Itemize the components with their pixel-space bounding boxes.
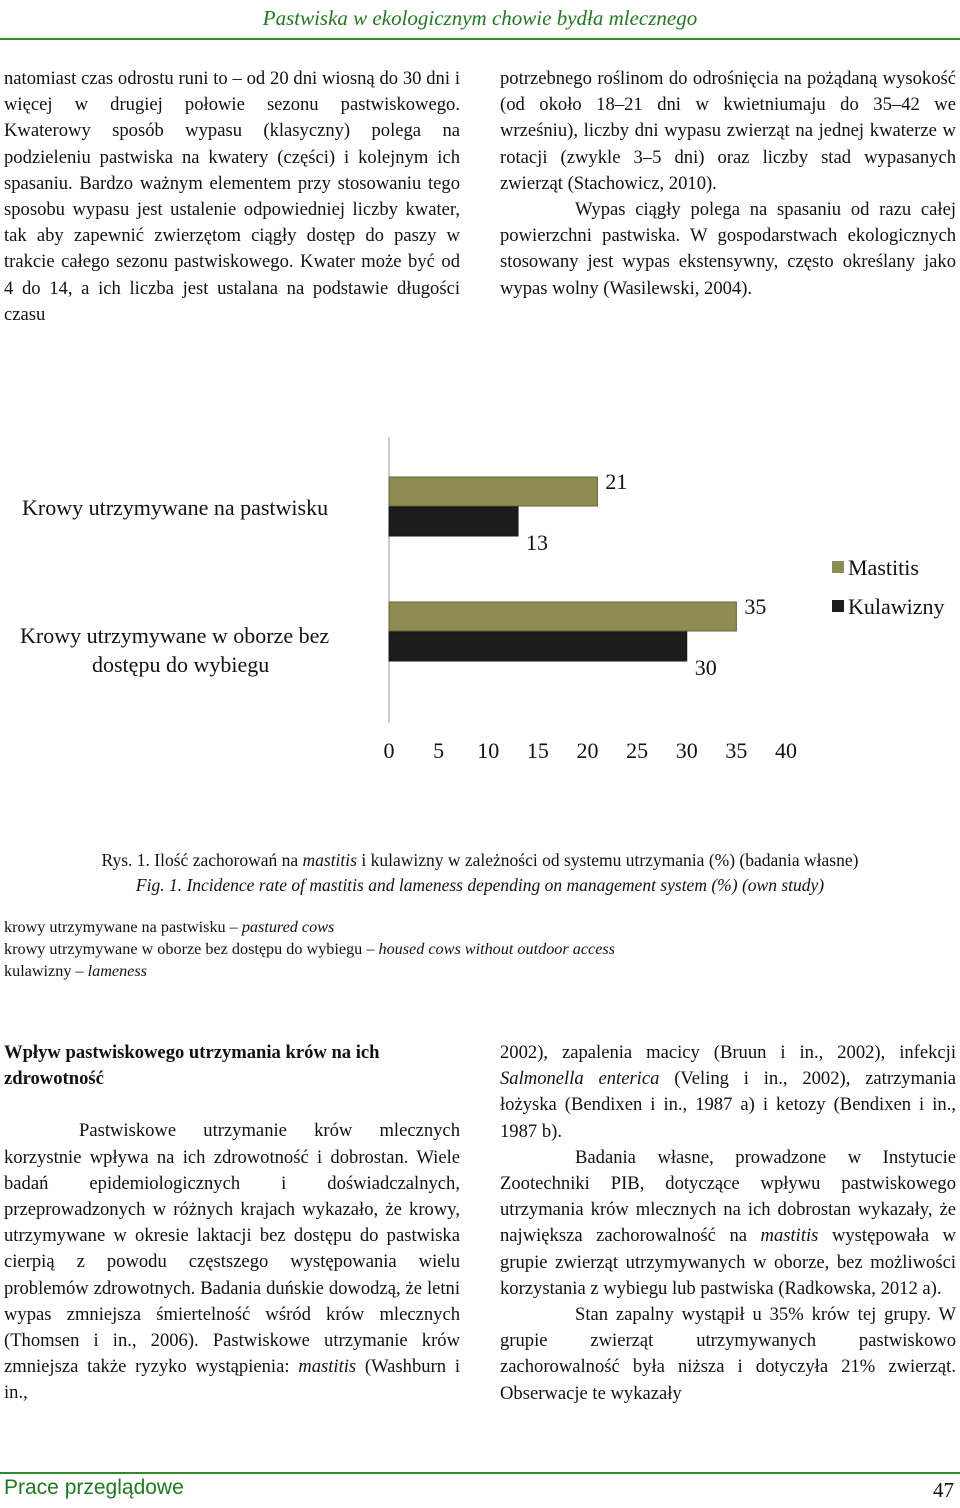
page-number: 47 — [933, 1478, 954, 1502]
x-tick-label: 40 — [775, 738, 797, 763]
legend-label: Kulawizny — [848, 594, 945, 619]
bottom-right-paragraph-1 — [500, 1040, 956, 1145]
caption-pl-term: mastitis — [302, 850, 357, 870]
legend-swatch — [832, 600, 844, 612]
term-mastitis: mastitis — [760, 1225, 819, 1247]
x-tick-label: 15 — [526, 738, 549, 763]
glossary — [4, 916, 615, 982]
text-run: Badania własne, prowadzone w Instytucie Zootechniki PIB, dotyczące wpływu pastwiskowego utrzymania krów mlecznych na ich dobrostan wykazały, że największa zachorowalność na — [500, 1146, 956, 1247]
category-label-line: Krowy utrzymywane w oborze bez — [20, 623, 330, 648]
category-label: Krowy utrzymywane na pastwisku — [22, 495, 329, 520]
bar-kulawizny — [389, 632, 687, 661]
legend-swatch — [832, 561, 844, 573]
legend-label: Mastitis — [848, 555, 919, 580]
figure-chart — [0, 425, 960, 770]
category-label-line: dostępu do wybiegu — [92, 652, 270, 677]
figure-caption-pl — [0, 848, 960, 872]
data-label: 13 — [526, 530, 549, 555]
bar-chart-svg — [0, 425, 960, 770]
top-right-column — [500, 66, 956, 302]
x-tick-label: 25 — [626, 738, 649, 763]
x-tick-label: 0 — [383, 738, 395, 763]
bar-mastitis — [389, 602, 736, 631]
text-run: występowała w grupie zwierząt utrzymywanych w oborze, bez możliwości korzystania z wybiegu lub pastwiska (Radkowska, 2012 a). — [500, 1225, 956, 1299]
x-tick-label: 20 — [576, 738, 599, 763]
category-label — [20, 623, 329, 677]
text-run: (Veling i in., 2002), zatrzymania łożyska (Bendixen i in., 1987 a) i ketozy (Bendixen i in., 1987 b). — [500, 1068, 957, 1142]
section-title: Wpływ pastwiskowego utrzymania krów na ich zdrowotność — [4, 1042, 380, 1090]
data-label: 35 — [744, 594, 767, 619]
bar-kulawizny — [389, 507, 518, 536]
x-tick-label: 30 — [675, 738, 698, 763]
glossary-item — [4, 916, 615, 938]
glossary-item — [4, 938, 615, 960]
text-run: 2002), zapalenia macicy (Bruun i in., 2002), infekcji — [500, 1042, 956, 1063]
x-tick-label: 10 — [477, 738, 500, 763]
figure-caption-en: Fig. 1. Incidence rate of mastitis and lameness depending on management system (%) (own study) — [135, 875, 825, 895]
glossary-pl: kulawizny – — [4, 962, 88, 980]
footer-rule — [0, 1472, 960, 1474]
bottom-right-paragraph-2 — [500, 1145, 956, 1302]
bar-mastitis — [389, 477, 597, 506]
term-salmonella: Salmonella enterica — [500, 1068, 660, 1090]
bottom-left-paragraph — [4, 1118, 460, 1406]
glossary-en: housed cows without outdoor access — [378, 940, 615, 958]
top-right-paragraph-1: potrzebnego roślinom do odrośnięcia na pożądaną wysokość (od około 18–21 dni w kwietniumaju do 35–42 we wrześniu), liczby dni wypasu zwierząt na jednej kwaterze w rotacji (zwykle 3–5 dni) oraz liczby stad wypasanych zwierząt (Stachowicz, 2010). — [500, 68, 956, 194]
bottom-right-paragraph-3: Stan zapalny wystąpił u 35% krów tej grupy. W grupie zwierząt utrzymywanych pastwiskowo zachorowalność była niższa i dotyczyła 21% zwierząt. Obserwacje te wykazały — [500, 1304, 956, 1404]
data-label: 21 — [605, 469, 628, 494]
glossary-item — [4, 960, 615, 982]
bottom-right-column — [500, 1040, 956, 1407]
glossary-en: lameness — [87, 962, 147, 980]
footer-section-label: Prace przeglądowe — [4, 1476, 184, 1499]
caption-pl-suffix: i kulawizny w zależności od systemu utrzymania (%) (badania własne) — [356, 850, 859, 870]
x-tick-label: 35 — [725, 738, 748, 763]
top-left-paragraph: natomiast czas odrostu runi to – od 20 dni wiosną do 30 dni i więcej w drugiej połowie sezonu pastwiskowego. Kwaterowy sposób wypasu (klasyczny) polega na podzieleniu pastwiska na kwatery (części) i kolejnym ich spasaniu. Bardzo ważnym elementem przy stosowaniu tego sposobu wypasu jest ustalenie odpowiedniej liczby kwater, tak aby zapewnić zwierzętom ciągły dostęp do paszy w trakcie całego sezonu pastwiskowego. Kwater może być od 4 do 14, a ich liczba jest ustalana na podstawie długości czasu — [4, 68, 460, 325]
text-run: (Washburn i in., — [4, 1356, 460, 1404]
text-run: Pastwiskowe utrzymanie krów mlecznych korzystnie wpływa na ich zdrowotność i dobrostan. Wiele badań epidemiologicznych i doświadczalnych, przeprowadzonych w różnych krajach wykazało, że krowy, utrzymywane w okresie laktacji bez dostępu do pastwiska cierpią z powodu częstszego występowania wielu problemów zdrowotnych. Badania duńskie dowodzą, że letni wypas zmniejsza śmiertelność wśród krów mlecznych (Thomsen i in., 2006). Pastwiskowe utrzymanie krów zmniejsza także ryzyko wystąpienia: — [4, 1120, 460, 1378]
glossary-pl: krowy utrzymywane w oborze bez dostępu do wybiegu – — [4, 940, 379, 958]
x-tick-label: 5 — [433, 738, 445, 763]
term-mastitis: mastitis — [298, 1356, 357, 1378]
top-right-paragraph-2: Wypas ciągły polega na spasaniu od razu całej powierzchni pastwiska. W gospodarstwach ekologicznych stosowany jest wypas ekstensywny, często określany jako wypas wolny (Wasilewski, 2004). — [500, 199, 956, 299]
caption-pl-prefix: Rys. 1. Ilość zachorowań na — [101, 850, 303, 870]
top-left-column — [4, 66, 460, 328]
data-label: 30 — [694, 655, 717, 680]
header-rule — [0, 38, 960, 40]
bottom-left-column — [4, 1040, 460, 1407]
running-title: Pastwiska w ekologicznym chowie bydła mlecznego — [262, 6, 698, 30]
glossary-en: pastured cows — [241, 918, 335, 936]
glossary-pl: krowy utrzymywane na pastwisku – — [4, 918, 242, 936]
